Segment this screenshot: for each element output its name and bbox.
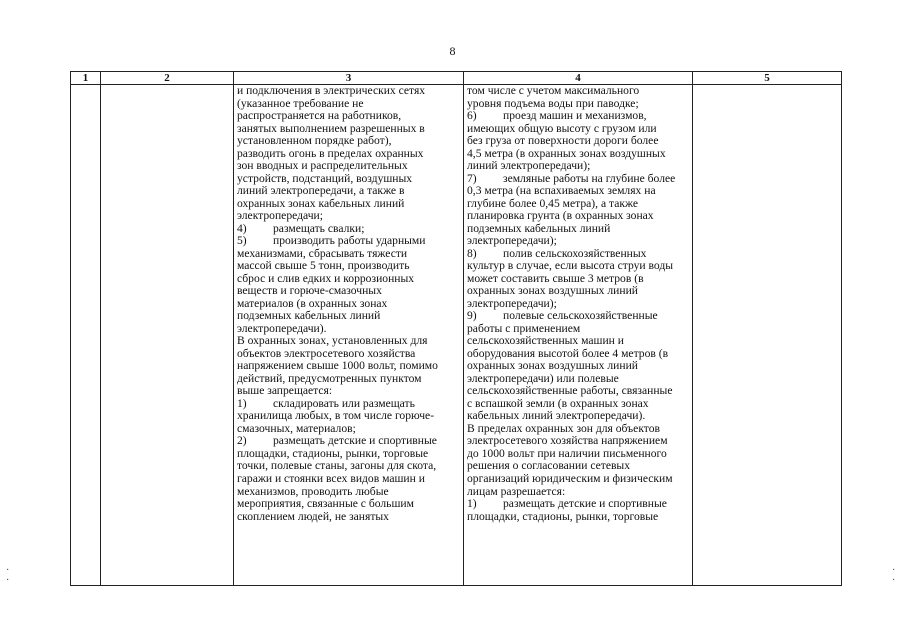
text-line: охранных зонах кабельных линий [237, 197, 405, 210]
cell-col-4 [464, 85, 693, 586]
text-line: сельскохозяйственных машин и [467, 335, 624, 348]
text-line: без груза от поверхности дороги более [467, 135, 659, 148]
text-line: 4) размещать свалки; [237, 222, 365, 235]
text-line: выше запрещается: [237, 385, 333, 398]
text-line: площадки, стадионы, рынки, торговые [237, 447, 429, 460]
text-line: 7) земляные работы на глубине более [467, 172, 676, 185]
text-line: с вспашкой земли (в охранных зонах [467, 397, 649, 410]
text-line: 1) размещать детские и спортивные [467, 498, 667, 511]
column-header-2: 2 [101, 72, 234, 85]
text-line: 1) складировать или размещать [237, 397, 415, 410]
text-line: установленном порядке работ), [237, 135, 392, 148]
text-line: до 1000 вольт при наличии письменного [467, 447, 667, 460]
cell-col-3 [234, 85, 464, 586]
text-line: оборудования высотой более 4 метров (в [467, 347, 669, 360]
text-line: кабельных линий электропередачи). [467, 410, 646, 423]
text-line: устройств, подстанций, воздушных [237, 172, 413, 185]
text-line: подземных кабельных линий [237, 310, 381, 323]
cell-col-2 [101, 85, 234, 586]
text-line: (указанное требование не [237, 97, 364, 110]
column-header-4: 4 [464, 72, 693, 85]
text-line: имеющих общую высоту с грузом или [467, 122, 657, 135]
text-line: охранных зонах воздушных линий [467, 285, 638, 298]
right-edge-mark: · · [892, 565, 896, 586]
text-line: может составить свыше 3 метров (в [467, 272, 644, 285]
text-line: механизмов, проводить любые [237, 485, 389, 498]
column-header-3: 3 [234, 72, 464, 85]
text-line: работы с применением [467, 322, 581, 335]
text-line: лицам разрешается: [467, 485, 566, 498]
text-line: 4,5 метра (в охранных зонах воздушных [467, 147, 666, 160]
text-line: действий, предусмотренных пунктом [237, 372, 422, 385]
text-line: занятых выполнением разрешенных в [237, 122, 425, 135]
col3-text [237, 85, 461, 523]
left-edge-mark: · · [6, 565, 10, 586]
text-line: напряжением свыше 1000 вольт, помимо [237, 360, 438, 373]
text-line: линий электропередачи, а также в [237, 185, 405, 198]
page-number: 8 [449, 44, 456, 58]
text-line: точки, полевые станы, загоны для скота, [237, 460, 437, 473]
text-line: веществ и горюче-смазочных [237, 285, 382, 298]
text-line: электропередачи); [467, 235, 557, 248]
text-line: 2) размещать детские и спортивные [237, 435, 437, 448]
text-line: разводить огонь в пределах охранных [237, 147, 424, 160]
text-line: подземных кабельных линий [467, 222, 611, 235]
document-table [70, 71, 842, 586]
text-line: гаражи и стоянки всех видов машин и [237, 472, 425, 485]
text-line: В охранных зонах, установленных для [237, 335, 428, 348]
text-line: уровня подъема воды при паводке; [467, 97, 639, 110]
text-line: объектов электросетевого хозяйства [237, 347, 416, 360]
text-line: В пределах охранных зон для объектов [467, 422, 660, 435]
column-header-5: 5 [693, 72, 842, 85]
text-line: электропередачи; [237, 210, 323, 223]
column-header-1: 1 [71, 72, 101, 85]
table-header-row [71, 72, 842, 85]
text-line: культур в случае, если высота струи воды [467, 260, 674, 273]
text-line: смазочных, материалов; [237, 422, 356, 435]
col4-text [467, 85, 690, 523]
text-line: охранных зонах воздушных линий [467, 360, 638, 373]
text-line: сброс и слив едких и коррозионных [237, 272, 415, 285]
text-line: скоплением людей, не занятых [237, 510, 389, 523]
text-line: электропередачи). [237, 322, 327, 335]
table-row [71, 85, 842, 586]
text-line: 5) производить работы ударными [237, 235, 426, 248]
text-line: 8) полив сельскохозяйственных [467, 247, 647, 260]
text-line: организаций юридическим и физическим [467, 472, 673, 485]
text-line: электропередачи) или полевые [467, 372, 619, 385]
text-line: площадки, стадионы, рынки, торговые [467, 510, 659, 523]
text-line: механизмами, сбрасывать тяжести [237, 247, 408, 260]
text-line: зон вводных и распределительных [237, 160, 408, 173]
text-line: хранилища любых, в том числе горюче- [237, 410, 435, 423]
cell-col-5 [693, 85, 842, 586]
text-line: электросетевого хозяйства напряжением [467, 435, 668, 448]
text-line: сельскохозяйственные работы, связанные [467, 385, 673, 398]
text-line: 9) полевые сельскохозяйственные [467, 310, 658, 323]
cell-col-1 [71, 85, 101, 586]
text-line: материалов (в охранных зонах [237, 297, 388, 310]
text-line: 0,3 метра (на вспахиваемых землях на [467, 185, 656, 198]
text-line: глубине более 0,45 метра), а также [467, 197, 638, 210]
text-line: линий электропередачи); [467, 160, 591, 173]
text-line: и подключения в электрических сетях [237, 85, 426, 97]
text-line: 6) проезд машин и механизмов, [467, 110, 647, 123]
text-line: распространяется на работников, [237, 110, 402, 123]
text-line: планировка грунта (в охранных зонах [467, 210, 654, 223]
text-line: решения о согласовании сетевых [467, 460, 631, 473]
text-line: массой свыше 5 тонн, производить [237, 260, 410, 273]
text-line: электропередачи); [467, 297, 557, 310]
text-line: том числе с учетом максимального [467, 85, 640, 97]
text-line: мероприятия, связанные с большим [237, 498, 414, 511]
